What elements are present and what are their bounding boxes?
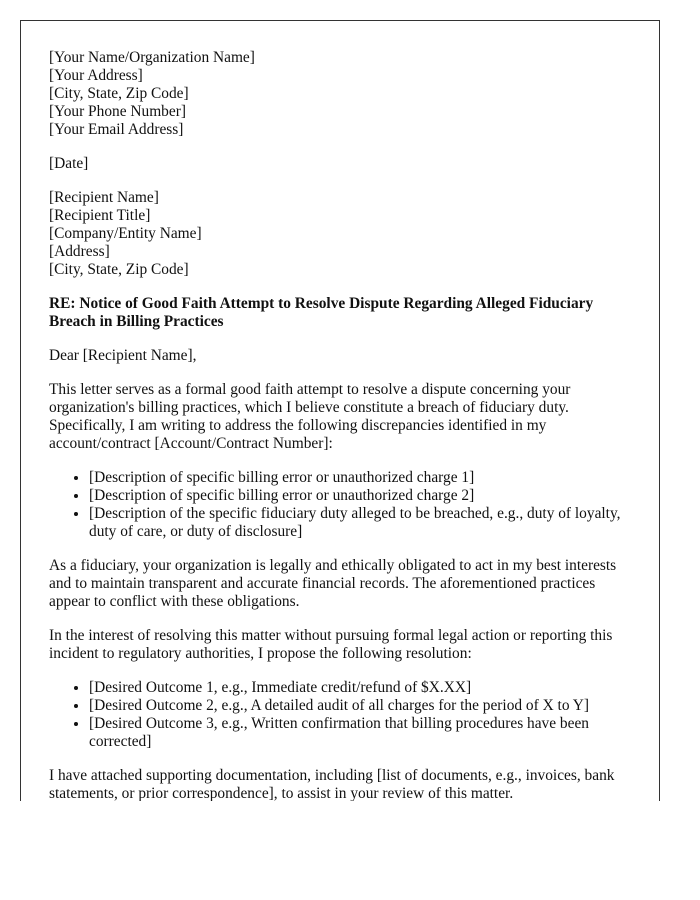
- sender-address: [Your Address]: [49, 67, 143, 84]
- list-item: • [Desired Outcome 1, e.g., Immediate credit/refund of $X.XX]: [89, 679, 631, 697]
- salutation: Dear [Recipient Name],: [49, 347, 197, 364]
- recipient-block: [49, 189, 631, 279]
- recipient-city-state-zip: [City, State, Zip Code]: [49, 261, 189, 278]
- letter-page: [20, 20, 660, 801]
- recipient-title: [Recipient Title]: [49, 207, 151, 224]
- recipient-company: [Company/Entity Name]: [49, 225, 202, 242]
- subject-line: RE: Notice of Good Faith Attempt to Resolve Dispute Regarding Alleged Fiduciary Breach in Billing Practices: [49, 295, 594, 330]
- date-block: [49, 155, 631, 173]
- attachments-paragraph: I have attached supporting documentation, including [list of documents, e.g., invoices, bank statements, or prior correspondence], to assist in your review of this matter.: [49, 767, 615, 801]
- intro-paragraph: This letter serves as a formal good faith attempt to resolve a dispute concerning your organization's billing practices, which I believe constitute a breach of fiduciary duty. Specifically, I am writing to address the following discrepancies identified in my account/contract [Account/Contract Number]:: [49, 381, 571, 452]
- list-item: • [Description of specific billing error or unauthorized charge 1]: [89, 469, 631, 487]
- discrepancy-list: [49, 469, 631, 541]
- recipient-name: [Recipient Name]: [49, 189, 159, 206]
- resolution-intro-paragraph: In the interest of resolving this matter without pursuing formal legal action or reporting this incident to regulatory authorities, I propose the following resolution:: [49, 627, 613, 662]
- list-item: • [Desired Outcome 3, e.g., Written confirmation that billing procedures have been corrected]: [89, 715, 631, 751]
- sender-email: [Your Email Address]: [49, 121, 184, 138]
- outcome-list: [49, 679, 631, 751]
- list-item: • [Description of the specific fiduciary duty alleged to be breached, e.g., duty of loyalty, duty of care, or duty of disclosure]: [89, 505, 631, 541]
- sender-phone: [Your Phone Number]: [49, 103, 186, 120]
- list-item: • [Desired Outcome 2, e.g., A detailed audit of all charges for the period of X to Y]: [89, 697, 631, 715]
- sender-city-state-zip: [City, State, Zip Code]: [49, 85, 189, 102]
- letter-date: [Date]: [49, 155, 89, 172]
- recipient-address: [Address]: [49, 243, 110, 260]
- fiduciary-paragraph: As a fiduciary, your organization is legally and ethically obligated to act in my best interests and to maintain transparent and accurate financial records. The aforementioned practices appear to conflict with these obligations.: [49, 557, 617, 610]
- sender-block: [49, 49, 631, 139]
- sender-name: [Your Name/Organization Name]: [49, 49, 255, 66]
- list-item: • [Description of specific billing error or unauthorized charge 2]: [89, 487, 631, 505]
